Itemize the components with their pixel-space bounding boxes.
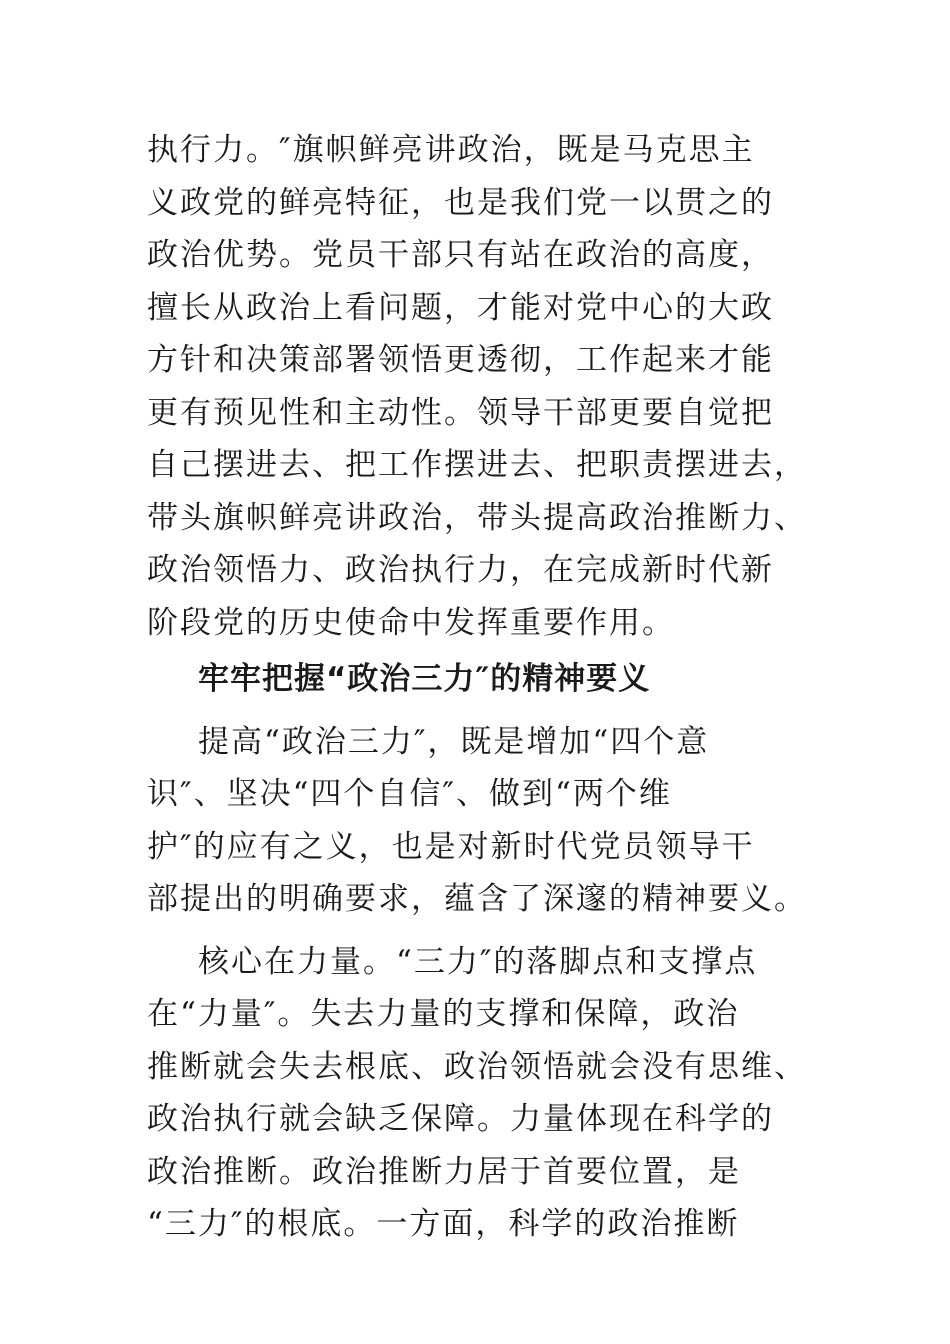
paragraph-2-line-2: 识″、坚决“四个自信″、做到“两个维 bbox=[147, 776, 672, 812]
paragraph-3-line-3: 推断就会失去根底、政治领悟就会没有思维、 bbox=[147, 1048, 807, 1085]
paragraph-3-line-4: 政治执行就会缺乏保障。力量体现在科学的 bbox=[147, 1101, 774, 1137]
section-heading: 牢牢把握“政治三力″的精神要义 bbox=[198, 661, 651, 697]
paragraph-1 bbox=[147, 124, 827, 649]
paragraph-1-line-8: 带头旗帜鲜亮讲政治，带头提高政治推断力、 bbox=[147, 499, 807, 536]
paragraph-1-line-2: 义政党的鲜亮特征，也是我们党一以贯之的 bbox=[147, 184, 774, 221]
paragraph-3-line-6: “三力″的根底。一方面，科学的政治推断 bbox=[147, 1206, 740, 1242]
paragraph-3-line-2: 在“力量″。失去力量的支撑和保障，政治 bbox=[147, 996, 740, 1032]
paragraph-2-line-4: 部提出的明确要求，蕴含了深邃的精神要义。 bbox=[147, 881, 807, 917]
paragraph-1-line-7: 自己摆进去、把工作摆进去、把职责摆进去， bbox=[147, 447, 807, 483]
paragraph-1-line-6: 更有预见性和主动性。领导干部更要自觉把 bbox=[147, 394, 774, 431]
paragraph-3 bbox=[147, 936, 827, 1251]
paragraph-1-line-9: 政治领悟力、政治执行力，在完成新时代新 bbox=[147, 552, 774, 588]
paragraph-1-line-1: 执行力。″旗帜鲜亮讲政治，既是马克思主 bbox=[147, 132, 755, 168]
paragraph-1-line-3: 政治优势。党员干部只有站在政治的高度， bbox=[147, 237, 774, 273]
paragraph-2 bbox=[147, 716, 827, 926]
paragraph-3-line-1: 核心在力量。“三力″的落脚点和支撑点 bbox=[198, 943, 758, 980]
paragraph-3-line-5: 政治推断。政治推断力居于首要位置，是 bbox=[147, 1153, 741, 1190]
paragraph-2-line-3: 护″的应有之义，也是对新时代党员领导干 bbox=[147, 828, 755, 865]
paragraph-2-line-1: 提高“政治三力″，既是增加“四个意 bbox=[198, 723, 710, 760]
paragraph-1-line-4: 擅长从政治上看问题，才能对党中心的大政 bbox=[147, 289, 774, 326]
paragraph-1-line-10: 阶段党的历史使命中发挥重要作用。 bbox=[147, 604, 675, 641]
paragraph-1-line-5: 方针和决策部署领悟更透彻，工作起来才能 bbox=[147, 342, 774, 378]
document-body bbox=[147, 124, 827, 1251]
